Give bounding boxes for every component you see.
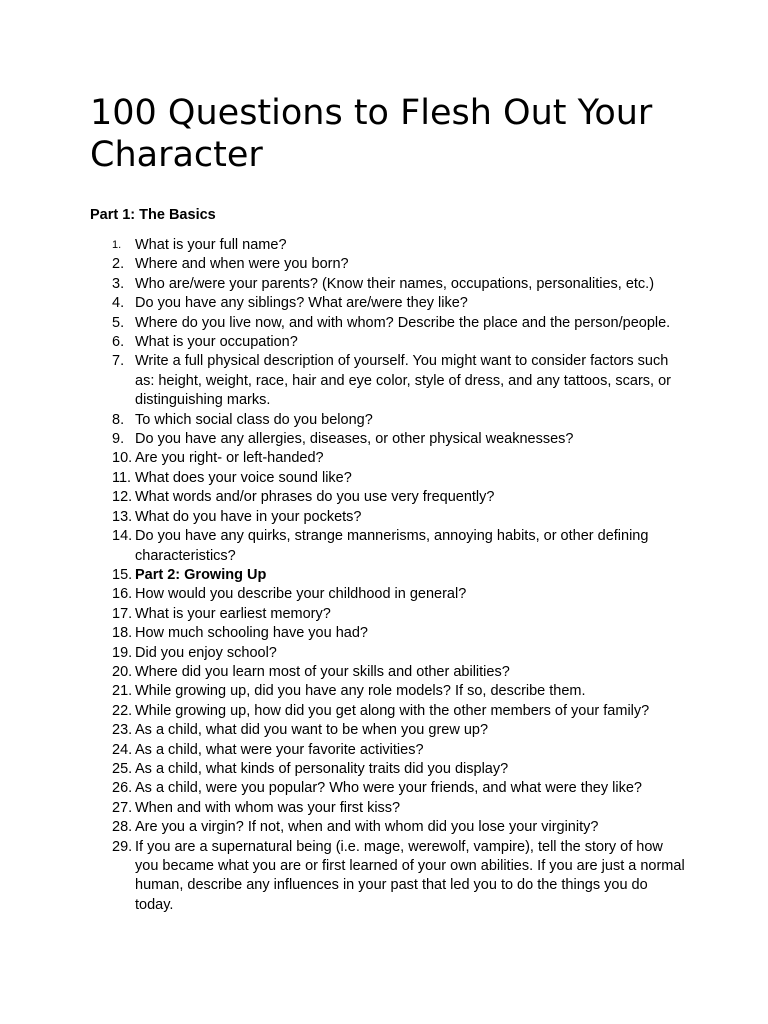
- list-item: [90, 799, 690, 818]
- list-item: [90, 682, 690, 701]
- list-item: [90, 702, 690, 721]
- question-text: As a child, what kinds of personality traits did you display?: [135, 760, 509, 777]
- list-number: 8.: [112, 411, 125, 428]
- list-number: 17.: [112, 605, 133, 622]
- list-number: 4.: [112, 295, 125, 312]
- section-heading-growing-up: Part 2: Growing Up: [135, 566, 267, 583]
- question-text: How much schooling have you had?: [135, 625, 368, 642]
- question-text: To which social class do you belong?: [135, 411, 373, 428]
- list-item: [90, 527, 690, 566]
- question-text: Are you a virgin? If not, when and with whom did you lose your virginity?: [135, 819, 599, 836]
- list-item: [90, 585, 690, 604]
- question-text: If you are a supernatural being (i.e. mage, werewolf, vampire), tell the story of how you became what you are or first learned of your own abilities. If you are just a normal human, describe any influences in your past that led you to do the things you do today.: [135, 838, 685, 913]
- list-number: 5.: [112, 314, 125, 331]
- list-number: 11.: [112, 469, 132, 486]
- list-number: 19.: [112, 644, 133, 661]
- list-item: [90, 644, 690, 663]
- question-text: When and with whom was your first kiss?: [135, 799, 401, 816]
- list-item: [90, 663, 690, 682]
- list-number: 13.: [112, 508, 133, 525]
- list-item: [90, 255, 690, 274]
- list-number: 23.: [112, 722, 133, 739]
- list-item: [90, 449, 690, 468]
- list-item: [90, 605, 690, 624]
- list-number: 10.: [112, 450, 133, 467]
- question-text: Do you have any quirks, strange mannerisms, annoying habits, or other defining characteristics?: [135, 528, 649, 564]
- question-text: While growing up, did you have any role models? If so, describe them.: [135, 683, 586, 700]
- question-text: What is your earliest memory?: [135, 605, 331, 622]
- question-text: As a child, what did you want to be when you grew up?: [135, 722, 489, 739]
- question-text: Write a full physical description of yourself. You might want to consider factors such as: height, weight, race, hair and eye color, style of dress, and any tattoos, scars, or distinguishing marks.: [135, 353, 671, 409]
- list-number: 20.: [112, 663, 133, 680]
- list-number: 27.: [112, 799, 133, 816]
- list-item: [90, 624, 690, 643]
- list-number: 24.: [112, 741, 133, 758]
- list-number: 26.: [112, 780, 133, 797]
- list-number: 18.: [112, 625, 133, 642]
- list-number: 1.: [112, 239, 122, 251]
- section-heading: Part 1: The Basics: [90, 207, 216, 223]
- list-item: [90, 236, 690, 255]
- list-number: 12.: [112, 489, 133, 506]
- question-text: While growing up, how did you get along with the other members of your family?: [135, 702, 650, 719]
- list-number: 6.: [112, 334, 125, 351]
- list-item: [90, 333, 690, 352]
- question-text: Where did you learn most of your skills and other abilities?: [135, 663, 510, 680]
- list-item: [90, 760, 690, 779]
- list-number: 29.: [112, 838, 133, 855]
- list-item: [90, 430, 690, 449]
- question-text: Who are/were your parents? (Know their names, occupations, personalities, etc.): [135, 275, 655, 292]
- list-item: [90, 352, 690, 410]
- list-item: [90, 469, 690, 488]
- list-number: 21.: [112, 683, 133, 700]
- list-number: 7.: [112, 353, 125, 370]
- list-item: [90, 294, 690, 313]
- list-number: 25.: [112, 760, 133, 777]
- list-item: [90, 741, 690, 760]
- list-item: [90, 779, 690, 798]
- list-item: [90, 721, 690, 740]
- question-text: Where do you live now, and with whom? Describe the place and the person/people.: [135, 314, 671, 331]
- list-item: [90, 566, 690, 585]
- page-title: 100 Questions to Flesh Out Your Character: [90, 93, 653, 175]
- question-text: Did you enjoy school?: [135, 644, 277, 661]
- question-text: What do you have in your pockets?: [135, 508, 362, 525]
- list-number: 28.: [112, 819, 133, 836]
- question-text: How would you describe your childhood in general?: [135, 586, 467, 603]
- question-text: Are you right- or left-handed?: [135, 450, 324, 467]
- list-item: [90, 314, 690, 333]
- list-item: [90, 411, 690, 430]
- question-list: [90, 236, 690, 915]
- question-text: As a child, what were your favorite activities?: [135, 741, 424, 758]
- list-item: [90, 488, 690, 507]
- question-text: What is your full name?: [135, 237, 287, 253]
- question-text: What is your occupation?: [135, 334, 298, 351]
- list-number: 16.: [112, 586, 133, 603]
- list-item: [90, 838, 690, 916]
- list-number: 15.: [112, 566, 133, 583]
- question-text: Do you have any allergies, diseases, or other physical weaknesses?: [135, 431, 574, 448]
- list-item: [90, 275, 690, 294]
- question-text: As a child, were you popular? Who were your friends, and what were they like?: [135, 780, 642, 797]
- list-number: 3.: [112, 275, 125, 292]
- list-number: 9.: [112, 431, 125, 448]
- list-number: 2.: [112, 256, 125, 273]
- question-text: Do you have any siblings? What are/were they like?: [135, 295, 468, 312]
- question-text: What words and/or phrases do you use very frequently?: [135, 489, 495, 506]
- question-text: What does your voice sound like?: [135, 469, 352, 486]
- list-number: 14.: [112, 528, 133, 545]
- list-item: [90, 818, 690, 837]
- question-text: Where and when were you born?: [135, 256, 349, 273]
- list-number: 22.: [112, 702, 133, 719]
- list-item: [90, 508, 690, 527]
